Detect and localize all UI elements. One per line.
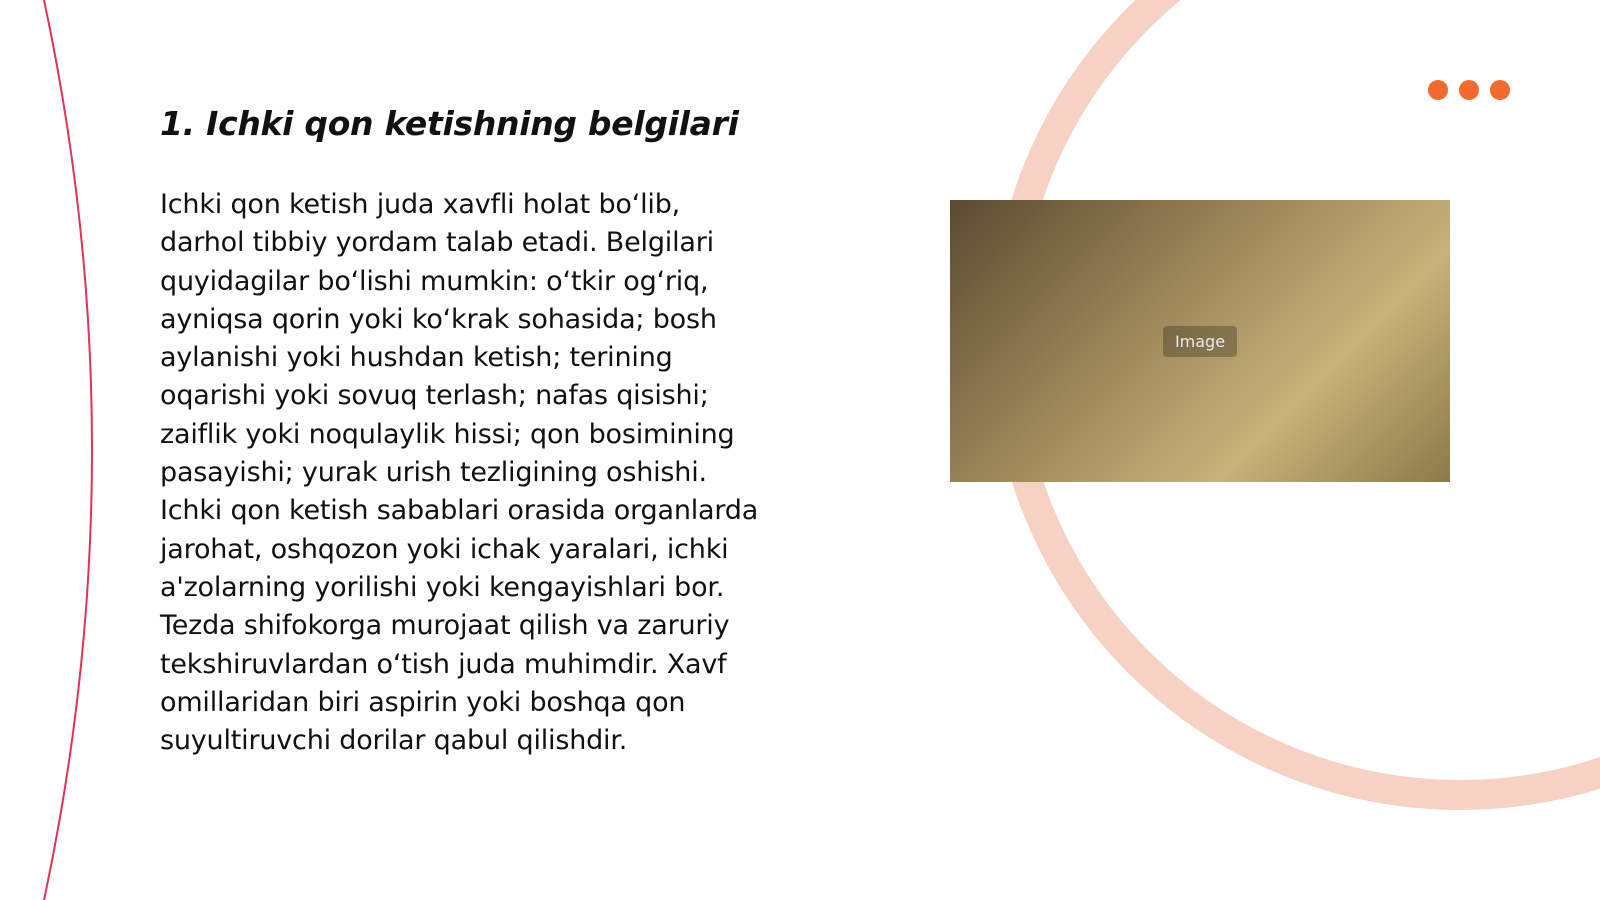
body-line: zaiflik yoki noqulaylik hissi; qon bosimining [160,418,735,450]
left-arc-decoration [44,0,92,900]
slide-body-text [160,186,860,760]
body-line: a'zolarning yorilishi yoki kengayishlari bor. [160,571,725,603]
body-line: pasayishi; yurak urish tezligining oshishi. [160,457,707,489]
body-line: Ichki qon ketish juda xavfli holat bo‘lib, [160,189,681,220]
dot [1490,80,1510,100]
body-line: ayniqsa qorin yoki ko‘krak sohasida; bosh [160,303,717,335]
body-line: Tezda shifokorga murojaat qilish va zaruriy [160,610,730,642]
body-line: quyidagilar bo‘lishi mumkin: o‘tkir og‘riq, [160,265,709,297]
body-line: suyultiruvchi dorilar qabul qilishdir. [160,725,628,757]
more-dots-icon[interactable] [1428,80,1510,100]
body-line: omillaridan biri aspirin yoki boshqa qon [160,686,686,718]
image-placeholder-label: Image [1163,326,1237,357]
body-line: aylanishi yoki hushdan ketish; terining [160,342,673,374]
slide-image-placeholder [950,200,1450,482]
body-line: oqarishi yoki sovuq terlash; nafas qisishi; [160,380,709,412]
body-line: darhol tibbiy yordam talab etadi. Belgilari [160,227,714,259]
dot [1459,80,1479,100]
body-line: jarohat, oshqozon yoki ichak yaralari, ichki [160,533,729,565]
slide-title: 1. Ichki qon ketishning belgilari [160,104,739,143]
body-line: tekshiruvlardan o‘tish juda muhimdir. Xavf [160,648,727,680]
dot [1428,80,1448,100]
body-line: Ichki qon ketish sabablari orasida organlarda [160,495,759,527]
